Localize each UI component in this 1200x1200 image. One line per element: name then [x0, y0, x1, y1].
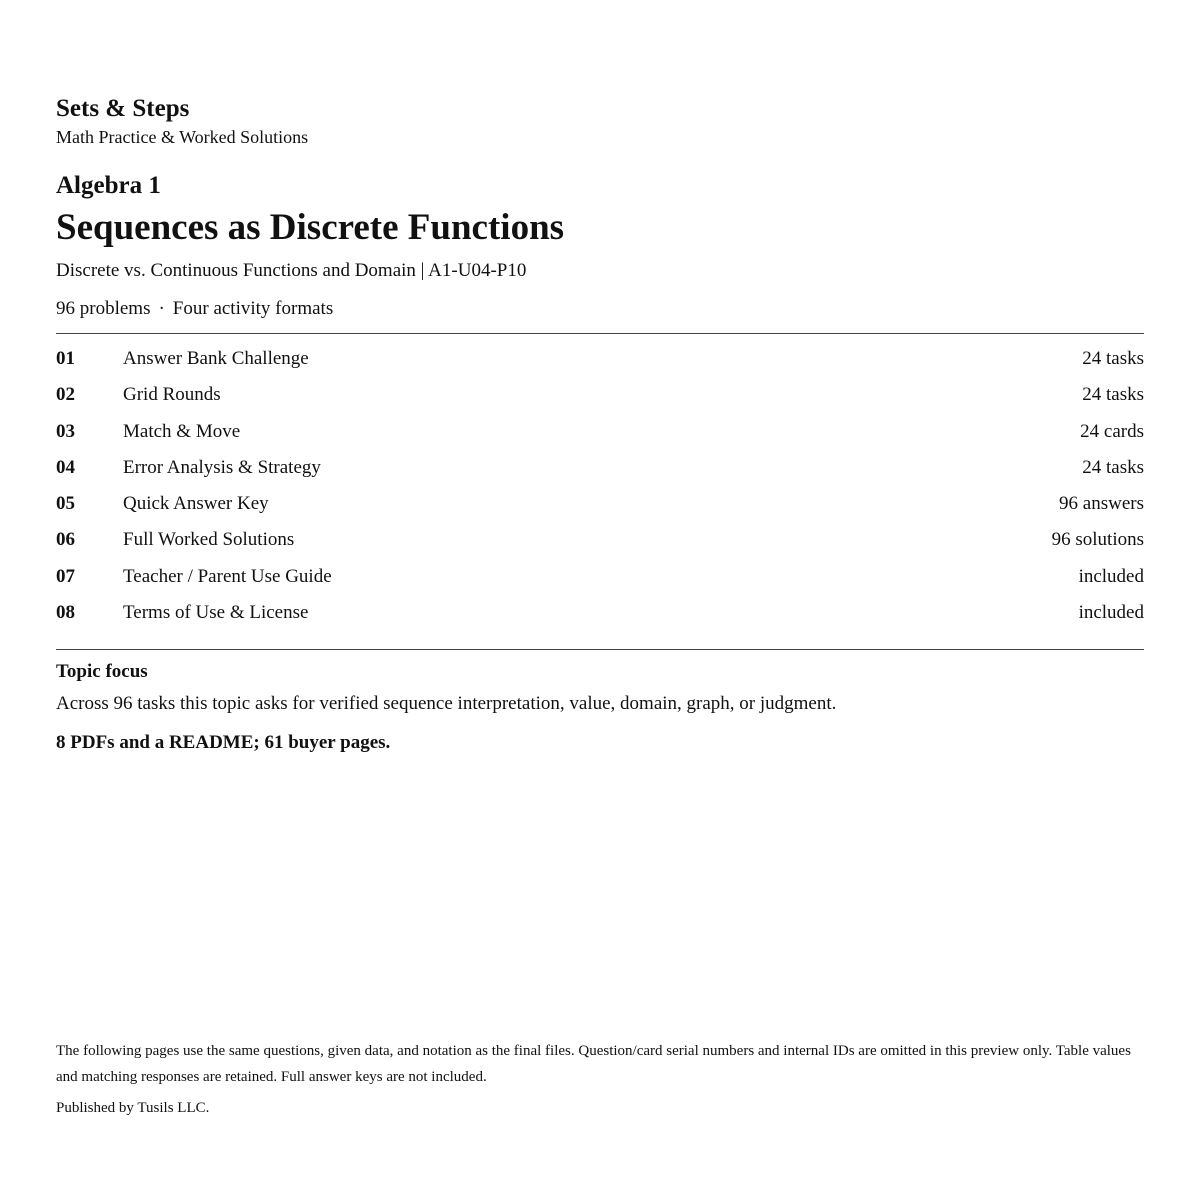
contents-label: Error Analysis & Strategy: [123, 456, 321, 478]
files-summary: 8 PDFs and a README; 61 buyer pages.: [56, 732, 391, 753]
contents-count: 24 cards: [1080, 420, 1144, 442]
contents-row: [56, 450, 1144, 486]
contents-row: [56, 486, 1144, 522]
contents-number: 02: [56, 384, 75, 406]
course-name: Algebra 1: [56, 172, 161, 199]
contents-row: [56, 522, 1144, 558]
contents-count: 96 solutions: [1051, 529, 1144, 551]
contents-row: [56, 559, 1144, 595]
format-count: Four activity formats: [172, 298, 334, 319]
contents-number: 01: [56, 348, 75, 370]
contents-label: Teacher / Parent Use Guide: [123, 565, 332, 587]
contents-number: 04: [56, 456, 75, 478]
divider-bottom: [56, 649, 1144, 650]
contents-label: Grid Rounds: [123, 384, 221, 406]
contents-number: 06: [56, 529, 75, 551]
contents-number: 08: [56, 601, 75, 623]
contents-count: included: [1078, 565, 1144, 587]
page-title: Sequences as Discrete Functions: [56, 207, 565, 248]
topic-focus-text: Across 96 tasks this topic asks for verified sequence interpretation, value, domain, graph, or judgment.: [56, 693, 837, 714]
meta-separator: ·: [158, 298, 165, 319]
contents-label: Full Worked Solutions: [123, 529, 295, 551]
document-page: [56, 0, 1144, 1200]
contents-number: 07: [56, 565, 75, 587]
contents-label: Answer Bank Challenge: [123, 348, 309, 370]
contents-count: included: [1078, 601, 1144, 623]
problem-count: 96 problems: [56, 298, 151, 319]
brand-name: Sets & Steps: [56, 95, 190, 122]
contents-row: [56, 341, 1144, 377]
contents-row: [56, 414, 1144, 450]
contents-label: Match & Move: [123, 420, 241, 442]
contents-count: 24 tasks: [1082, 456, 1144, 478]
contents-list: [56, 341, 1144, 631]
topic-focus-heading: Topic focus: [56, 661, 148, 682]
contents-row: [56, 595, 1144, 631]
contents-row: [56, 377, 1144, 413]
preview-note: The following pages use the same questions, given data, and notation as the final files. Question/card serial numbers and internal IDs are omitted in this preview only. Table values and matching responses are retained. Full answer keys are not included.: [56, 1043, 1131, 1085]
contents-count: 96 answers: [1059, 493, 1144, 515]
contents-number: 05: [56, 493, 75, 515]
divider-top: [56, 333, 1144, 334]
contents-number: 03: [56, 420, 75, 442]
contents-count: 24 tasks: [1082, 384, 1144, 406]
contents-count: 24 tasks: [1082, 348, 1144, 370]
contents-label: Quick Answer Key: [123, 493, 269, 515]
publisher-line: Published by Tusils LLC.: [56, 1100, 210, 1116]
product-meta: [56, 296, 333, 322]
brand-tagline: Math Practice & Worked Solutions: [56, 127, 309, 147]
contents-label: Terms of Use & License: [123, 601, 309, 623]
page-subtitle: Discrete vs. Continuous Functions and Domain | A1-U04-P10: [56, 260, 527, 281]
